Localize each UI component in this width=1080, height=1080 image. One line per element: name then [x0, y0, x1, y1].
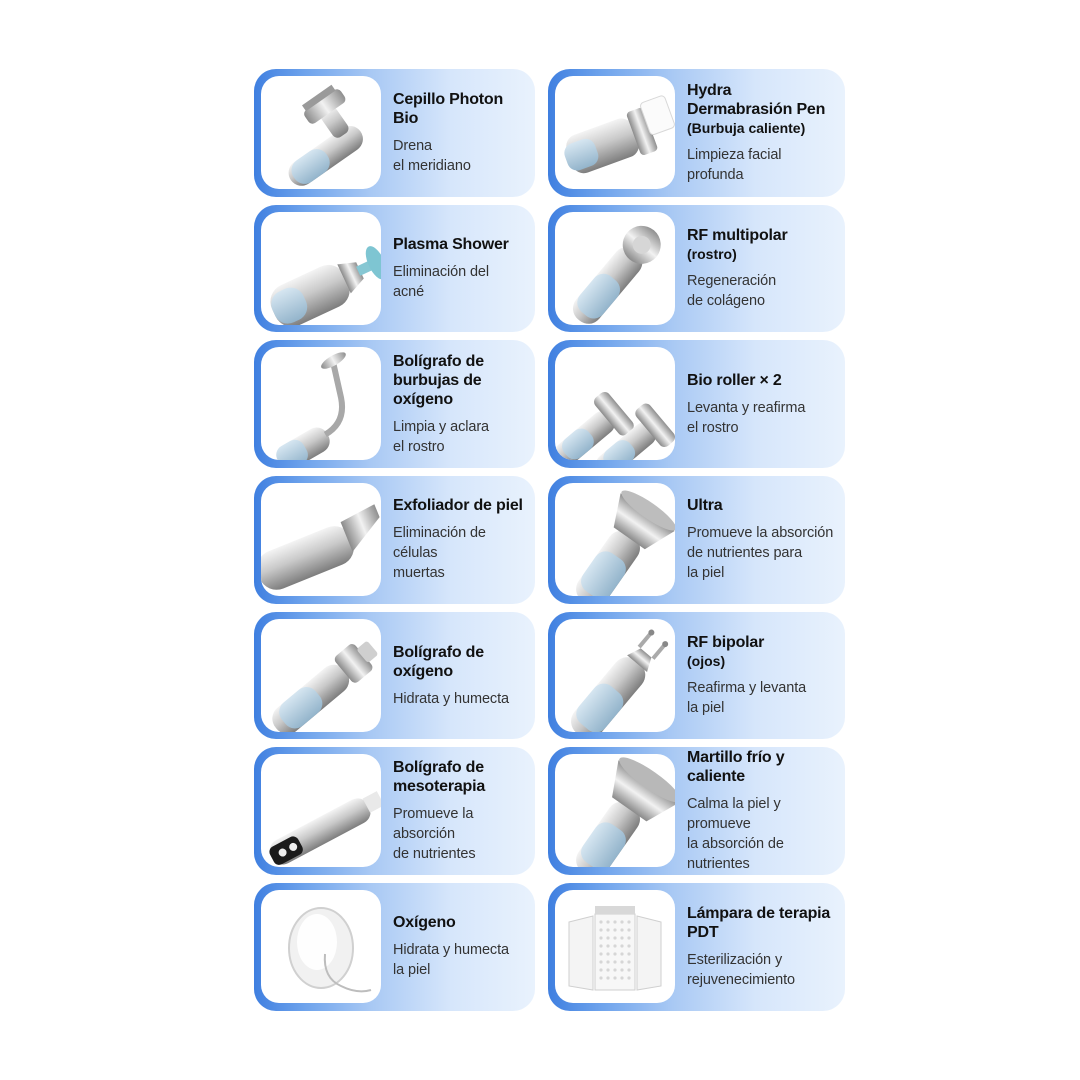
product-description: Regeneración de colágeno	[687, 273, 777, 310]
product-title: Martillo frío y caliente	[687, 749, 785, 786]
product-text	[393, 340, 529, 468]
pdt-lamp-icon	[555, 890, 675, 1003]
product-description: Drena el meridiano	[393, 137, 471, 174]
product-card	[548, 476, 845, 604]
mesotherapy-pen-icon	[261, 754, 381, 867]
product-description: Esterilización y rejuvenecimiento	[687, 951, 796, 988]
product-description: Hidrata y humecta la piel	[393, 942, 509, 979]
product-text	[393, 612, 529, 740]
product-title: Bolígrafo de mesoterapia	[393, 759, 486, 796]
product-card	[548, 69, 845, 197]
product-title: Plasma Shower	[393, 236, 509, 254]
product-description: Reafirma y levanta la piel	[687, 680, 807, 717]
product-title: Lámpara de terapia PDT	[687, 904, 831, 941]
hot-cold-hammer-icon	[555, 754, 675, 867]
product-description: Limpia y aclara el rostro	[393, 418, 490, 455]
oxygen-bubble-pen-icon	[261, 347, 381, 460]
oxygen-pen-icon	[261, 619, 381, 732]
bio-roller-icon	[555, 347, 675, 460]
product-subtitle: (rostro)	[687, 246, 737, 263]
product-text	[687, 340, 839, 468]
product-card	[254, 205, 535, 333]
product-title: Exfoliador de piel	[393, 497, 523, 515]
skin-scrubber-icon	[261, 483, 381, 596]
product-description: Eliminación del acné	[393, 264, 490, 301]
hydra-pen-icon	[555, 76, 675, 189]
product-title: RF multipolar	[687, 227, 788, 245]
product-card	[254, 69, 535, 197]
product-text	[393, 69, 529, 197]
photon-brush-icon	[261, 76, 381, 189]
product-card	[254, 340, 535, 468]
product-title: Bio roller × 2	[687, 371, 782, 389]
product-title: Ultra	[687, 497, 723, 515]
product-text	[687, 747, 839, 875]
oxygen-mask-icon	[261, 890, 381, 1003]
product-text	[687, 883, 839, 1011]
product-card	[254, 612, 535, 740]
product-title: RF bipolar	[687, 634, 765, 652]
product-title: Hydra Dermabrasión Pen	[687, 81, 826, 118]
product-text	[393, 205, 529, 333]
rf-bipolar-icon	[555, 619, 675, 732]
product-grid	[254, 69, 845, 1011]
product-card	[548, 883, 845, 1011]
product-description: Calma la piel y promueve la absorción de nutrientes	[687, 796, 784, 873]
product-card	[548, 612, 845, 740]
plasma-shower-icon	[261, 212, 381, 325]
product-title: Bolígrafo de burbujas de oxígeno	[393, 352, 484, 408]
product-card	[548, 205, 845, 333]
ultrasound-icon	[555, 483, 675, 596]
product-card	[548, 747, 845, 875]
product-card	[254, 476, 535, 604]
product-description: Eliminación de células muertas	[393, 525, 486, 582]
product-card	[254, 883, 535, 1011]
product-text	[393, 747, 529, 875]
product-subtitle: (ojos)	[687, 653, 726, 670]
product-text	[687, 476, 839, 604]
product-title: Oxígeno	[393, 914, 456, 932]
product-card	[254, 747, 535, 875]
product-description: Limpieza facial profunda	[687, 146, 782, 183]
product-text	[687, 69, 839, 197]
product-description: Promueve la absorción de nutrientes para la piel	[687, 525, 834, 582]
product-description: Promueve la absorción de nutrientes	[393, 806, 476, 863]
product-card	[548, 340, 845, 468]
product-subtitle: (Burbuja caliente)	[687, 119, 806, 136]
rf-multipolar-icon	[555, 212, 675, 325]
product-title: Bolígrafo de oxígeno	[393, 643, 484, 680]
product-title: Cepillo Photon Bio	[393, 90, 504, 127]
product-description: Levanta y reafirma el rostro	[687, 399, 806, 436]
product-text	[687, 205, 839, 333]
product-text	[687, 612, 839, 740]
product-text	[393, 883, 529, 1011]
product-text	[393, 476, 529, 604]
product-description: Hidrata y humecta	[393, 690, 509, 707]
